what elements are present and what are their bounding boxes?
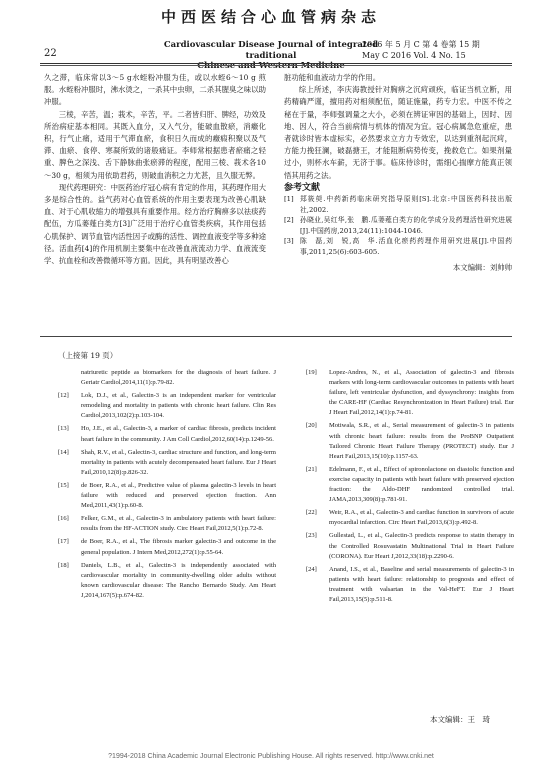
paragraph: 久之滞，临床常以3～5 g水蛭粉冲服为佳，或以水蛭6～10 g 煎服。水蛭粉冲服时，沸水烫之，一杀其中虫卵，二杀其腥臭之味以助冲服。: [44, 73, 266, 107]
reference-text: de Boer, R.A., et al., The fibrosis marker galectin-3 and outcome in the general population. J Intern Med,2012,272(1):p.55-64.: [81, 538, 276, 556]
editor-credit-2: 本文编辑：王 琦: [430, 715, 490, 724]
copyright-footer: ?1994-2018 China Academic Journal Electronic Publishing House. All rights reserved. http://www.cnki.net: [108, 753, 434, 760]
editor-credit: 本文编辑：刘帅帅: [452, 262, 512, 272]
reference-number: [2]: [284, 216, 294, 225]
reference-text: Anand, I.S., et al., Baseline and serial measurements of galectin-3 in patients with heart failure: relationship to prognosis and effect of treatment with valsartan in the Val-HeFT. Eur J Heart Fail,2013,15(5):p.511-8.: [329, 565, 514, 603]
reference-item: [306, 565, 514, 605]
reference-item: [306, 508, 514, 528]
reference-item: [284, 215, 512, 236]
body-column-left: [44, 72, 266, 267]
section-divider: [40, 336, 512, 337]
reference-item: [58, 391, 276, 421]
reference-number: [16]: [58, 515, 69, 523]
references-list: [284, 194, 512, 258]
reference-item: [306, 465, 514, 505]
reference-item: [306, 368, 514, 418]
reference-text: de Boer, R.A., et al., Predictive value of plasma galectin-3 levels in heart failure with reduced and preserved ejection fraction. Ann Med,2011,43(1):p.60-8.: [81, 481, 276, 510]
references-title: 参考文献: [284, 182, 321, 193]
references-column-right: [306, 368, 514, 608]
paragraph: 三棱，辛苦，温；莪术，辛苦，平。二者皆归肝、脾经，功效及所治病症基本相同。其既入血分，又入气分，能破血散瘀，消癥化积，行气止痛，适用于气滞血瘀，食积日久而成的癥瘕积聚以及气滞、血瘀、食停、寒凝所致的诸般痛证。李师常根据患者瘀痛之轻重、脾色之深浅、舌下静脉曲张瘀滞的程度，配用三棱、莪术各10～30 g，相须为用依助君药，则破血消积之力尤甚，且久服无弊。: [44, 109, 266, 180]
reference-text: Ho, J.E., et al., Galectin-3, a marker of cardiac fibrosis, predicts incident heart failure in the community. J Am Coll Cardiol,2012,60(14):p.1249-56.: [81, 425, 276, 443]
reference-item: [284, 236, 512, 257]
reference-number: [17]: [58, 538, 69, 546]
issue-info: [362, 40, 512, 61]
reference-number: [15]: [58, 481, 69, 489]
references-column-left: [58, 368, 276, 604]
reference-number: [18]: [58, 561, 69, 569]
issue-en: May C 2016 Vol. 4 No. 15: [362, 50, 466, 60]
reference-text: Motiwala, S.R., et al., Serial measurement of galectin-3 in patients with chronic heart failure: results from the ProBNP Outpatient Tailored Chronic Heart Failure Therapy (PROTECT) study. Eur J Heart Fail,2013,15(10):p.1157-63.: [329, 422, 514, 460]
reference-number: [20]: [306, 422, 317, 430]
reference-number: [13]: [58, 425, 69, 433]
reference-text: Edelmann, F., et al., Effect of spironolactone on diastolic function and exercise capacity in patients with heart failure with preserved ejection fraction: the Aldo-DHF randomized controlled trial. JAMA,2013,309(8):p.781-91.: [329, 465, 514, 504]
reference-number: [58, 368, 81, 388]
reference-text: Shah, R.V., et al., Galectin-3, cardiac structure and function, and long-term mortality in patients with acutely decompensated heart failure. Eur J Heart Fail,2010,12(8):p.826-32.: [81, 448, 276, 476]
body-column-right: [284, 72, 512, 274]
reference-item: [58, 514, 276, 534]
reference-text: Weir, R.A., et al., Galectin-3 and cardiac function in survivors of acute myocardial infarction. Circ Heart Fail,2013,6(3):p.492-8.: [329, 509, 514, 527]
reference-item: [58, 537, 276, 557]
continued-label: （上接第 19 页）: [58, 351, 118, 360]
reference-text: Daniels, L.B., et al., Galectin-3 is independently associated with cardiovascular mortality in community-dwelling older adults without known cardiovascular disease: The Rancho Bernardo Study. Am Heart J,2014,167(5):p.674-82.: [81, 561, 276, 599]
reference-number: [1]: [284, 195, 294, 204]
reference-text: 陈 磊,刘 锐,高 华.活血化瘀药药理作用研究进展[J].中国药事,2011,25(6):603-605.: [300, 237, 512, 256]
reference-number: [19]: [306, 369, 317, 376]
reference-number: [24]: [306, 565, 317, 573]
paragraph: 现代药理研究：中医药治疗冠心病有肯定的作用，其药理作用大多是综合性的。益气药对心血管系统的作用主要表现为改善心肌缺血、对于心肌收缩力的增强具有重要作用。经方治疗胸痹多以祛痰药配伍，方瓜蒌薤白类方[3]广泛用于治疗心血管类疾病，其作用包括心肌保护、调节血管内活性因子或酶的活性、调控血液变学等多种途径。活血药[4]的作用机制主要集中在改善血液流动力学、血液流变学、抗血栓和改善微循环等方面。因此，具有明显改善心: [44, 182, 266, 266]
issue-cn: 2016 年 5 月 C 第 4 卷第 15 期: [362, 40, 480, 49]
header-rule: [40, 63, 512, 64]
journal-title-en-line2: Chinese and Western Medicine: [197, 61, 345, 71]
reference-number: [21]: [306, 465, 317, 473]
journal-title-en-line1: Cardiovascular Disease Journal of integrated traditional: [163, 40, 379, 61]
reference-text: 孙晓业,吴红华,张 鹏.瓜蒌薤白类方的化学成分及药理活性研究进展[J].中国药房,2013,24(11):1044-1046.: [300, 216, 512, 235]
paragraph: 脏功能和血液动力学的作用。: [284, 73, 381, 82]
header-rule-thin: [40, 65, 512, 66]
reference-number: [12]: [58, 392, 69, 400]
reference-item: [58, 424, 276, 444]
reference-item: [58, 561, 276, 601]
reference-number: [22]: [306, 509, 317, 517]
reference-text: 郑筱萸.中药新药临床研究指导原则[S].北京:中国医药科技出版社,2002.: [300, 195, 512, 214]
page-number: 22: [44, 48, 57, 59]
reference-number: [14]: [58, 448, 69, 456]
reference-item: [58, 368, 276, 388]
reference-text: Lopez-Andres, N., et al., Association of galectin-3 and fibrosis markers with long-term cardiovascular outcomes in patients with heart failure, left ventricular dysfunction, and dyssynchrony: insights from the CARE-HF (Cardiac Resynchronization in Heart Failure) trial. Eur J Heart Fail,2012,14(1):p.74-81.: [329, 369, 514, 417]
paragraph: 综上所述，李庆海教授针对胸痹之沉疴顽疾，临证当机立断，用药精确严谨，擅用药对相须配伍，随证施量，药专力宏。中医不传之秘在于量，李师强调量之大小，必须在辨证审因的基础上，因时、因地、因人，符合当前病情与机体的情况为宜。冠心病属急危重症，患者就诊时皆本虚标实，必然要求立方力专效宏，以达到重剂起沉疴，方能力挽狂澜，破磊搪王，才能阻断病势传变，挽救危亡。如果剂量过小，则杯水车薪，无济于事。临床侍诊时，需细心揣摩方能真正领悟其用药之法。: [284, 85, 512, 180]
reference-item: [58, 481, 276, 511]
reference-text: Felker, G.M., et al., Galectin-3 in ambulatory patients with heart failure: results from the HF-ACTION study. Circ Heart Fail,2012,5(1):p.72-8.: [81, 515, 276, 533]
reference-text: Gullestad, L., et al., Galectin-3 predicts response to statin therapy in the Controlled Rosuvastatin Multinational Trial in Heart Failure (CORONA). Eur Heart J,2012,33(18):p.2290-6.: [329, 532, 514, 560]
reference-item: [284, 194, 512, 215]
reference-text: natriuretic peptide as biomarkers for the diagnosis of heart failure. J Geriatr Cardiol,2014,11(1):p.79-82.: [81, 369, 276, 387]
reference-number: [3]: [284, 237, 294, 246]
reference-item: [306, 531, 514, 561]
reference-item: [58, 448, 276, 478]
reference-number: [23]: [306, 532, 317, 540]
journal-title-cn: 中西医结合心血管病杂志: [160, 8, 381, 26]
reference-item: [306, 421, 514, 461]
reference-text: Lok, D.J., et al., Galectin-3 is an independent marker for ventricular remodeling and mortality in patients with chronic heart failure. Clin Res Cardiol,2013,102(2):p.103-104.: [81, 392, 276, 420]
